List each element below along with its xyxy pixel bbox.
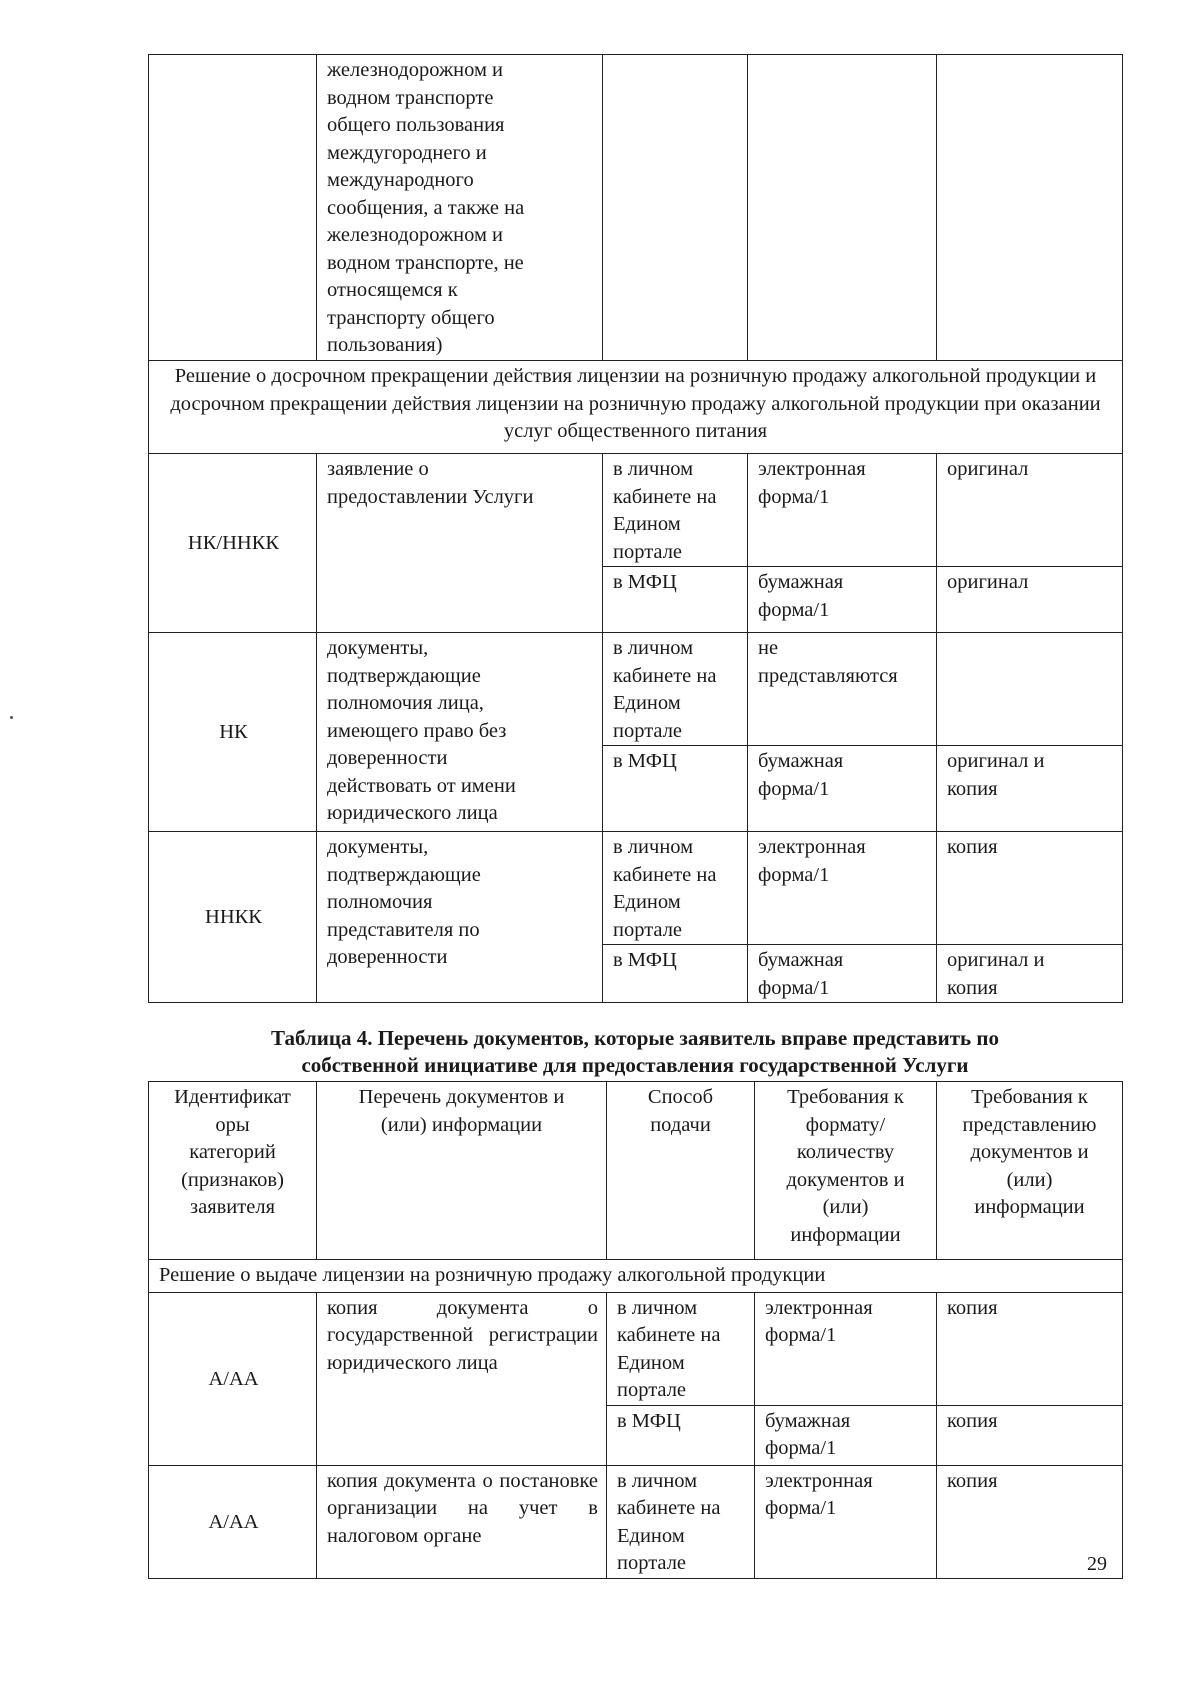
method-cell: в личном кабинете на Едином портале <box>603 454 748 567</box>
method-cell: в МФЦ <box>603 746 748 832</box>
table-row <box>149 832 1123 945</box>
presentation-cell: копия <box>937 1405 1123 1465</box>
section-heading: Решение о выдаче лицензии на розничную продажу алкогольной продукции <box>149 1260 1123 1293</box>
document-cell: документы, подтверждающие полномочия лица, имеющего право без доверенности действовать от имени юридического лица <box>317 633 603 832</box>
format-cell: электронная форма/1 <box>748 454 937 567</box>
presentation-cell: оригинал <box>937 567 1123 633</box>
method-cell: в МФЦ <box>603 567 748 633</box>
table-row <box>149 633 1123 746</box>
table-row <box>149 1292 1123 1405</box>
category-cell: НК/ННКК <box>149 454 317 633</box>
presentation-cell: копия <box>937 1292 1123 1405</box>
table-row <box>149 55 1123 361</box>
header-documents: Перечень документов и (или) информации <box>317 1082 607 1260</box>
format-cell: бумажная форма/1 <box>748 746 937 832</box>
category-cell: ННКК <box>149 832 317 1003</box>
method-cell: в личном кабинете на Едином портале <box>603 832 748 945</box>
format-cell: электронная форма/1 <box>755 1465 937 1578</box>
scan-speck <box>10 716 13 719</box>
header-presentation: Требования к представлению документов и (или) информации <box>937 1082 1123 1260</box>
header-category: Идентификат оры категорий (признаков) заявителя <box>149 1082 317 1260</box>
presentation-cell: копия <box>937 1465 1123 1578</box>
table-row <box>149 454 1123 567</box>
page-number: 29 <box>1087 1553 1107 1575</box>
format-cell: не представляются <box>748 633 937 746</box>
document-cell: железнодорожном и водном транспорте общего пользования междугороднего и международного сообщения, а также на железнодорожном и водном транспорте, не относящемся к транспорту общего пользования) <box>317 55 603 361</box>
format-cell <box>748 55 937 361</box>
section-heading-row <box>149 1260 1123 1293</box>
document-cell: копия документа о постановке организации на учет в налоговом органе <box>317 1465 607 1578</box>
table-4-caption: Таблица 4. Перечень документов, которые заявитель вправе представить по собственной инициативе для предоставления государственной Услуги <box>271 1026 999 1077</box>
document-cell: копия документа о государственной регистрации юридического лица <box>317 1292 607 1465</box>
category-cell <box>149 55 317 361</box>
format-cell: бумажная форма/1 <box>755 1405 937 1465</box>
method-cell: в МФЦ <box>607 1405 755 1465</box>
method-cell: в личном кабинете на Едином портале <box>603 633 748 746</box>
header-method: Способ подачи <box>607 1082 755 1260</box>
presentation-cell: оригинал и копия <box>937 746 1123 832</box>
category-cell: А/АА <box>149 1292 317 1465</box>
category-cell: А/АА <box>149 1465 317 1578</box>
presentation-cell: оригинал и копия <box>937 945 1123 1003</box>
presentation-cell <box>937 55 1123 361</box>
category-cell: НК <box>149 633 317 832</box>
document-cell: документы, подтверждающие полномочия представителя по доверенности <box>317 832 603 1003</box>
header-row <box>149 1082 1123 1260</box>
section-heading: Решение о досрочном прекращении действия лицензии на розничную продажу алкогольной продукции и досрочном прекращении действия лицензии на розничную продажу алкогольной продукции при оказании услуг общественного питания <box>149 361 1123 454</box>
method-cell <box>603 55 748 361</box>
optional-documents-table <box>148 1081 1123 1579</box>
section-heading-row <box>149 361 1123 454</box>
presentation-cell <box>937 633 1123 746</box>
format-cell: бумажная форма/1 <box>748 567 937 633</box>
method-cell: в МФЦ <box>603 945 748 1003</box>
format-cell: бумажная форма/1 <box>748 945 937 1003</box>
header-format: Требования к формату/ количеству документов и (или) информации <box>755 1082 937 1260</box>
documents-table-continued <box>148 54 1123 1003</box>
presentation-cell: оригинал <box>937 454 1123 567</box>
method-cell: в личном кабинете на Едином портале <box>607 1292 755 1405</box>
format-cell: электронная форма/1 <box>748 832 937 945</box>
table-row <box>149 1465 1123 1578</box>
document-cell: заявление о предоставлении Услуги <box>317 454 603 633</box>
format-cell: электронная форма/1 <box>755 1292 937 1405</box>
method-cell: в личном кабинете на Едином портале <box>607 1465 755 1578</box>
presentation-cell: копия <box>937 832 1123 945</box>
